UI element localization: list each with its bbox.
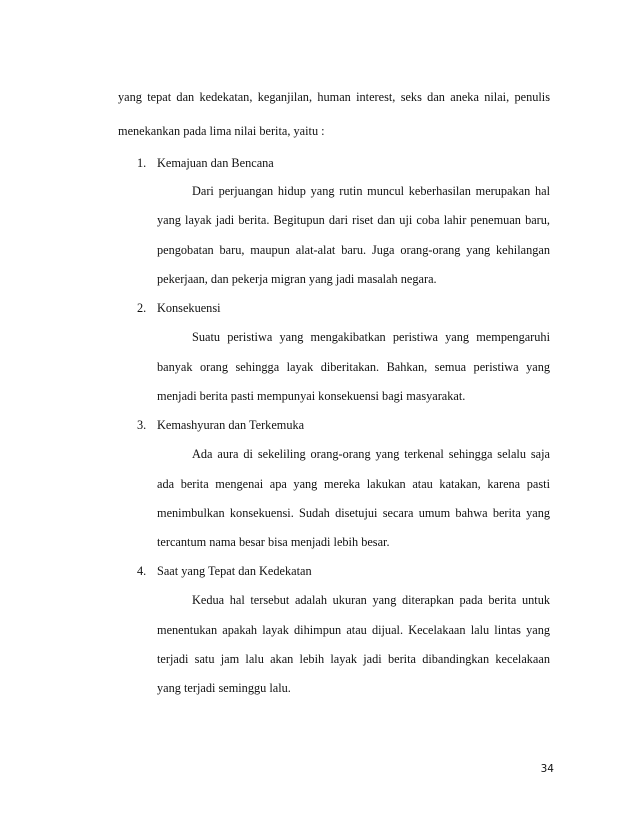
section-3-heading: Kemashyuran dan Terkemuka <box>157 418 305 432</box>
section-3-line-1: Ada aura di sekeliling orang-orang yang terkenal sehingga selalu saja <box>192 447 550 461</box>
section-2-number: 2. <box>137 301 147 315</box>
section-4-line-4: yang terjadi seminggu lalu. <box>157 681 291 695</box>
section-3-line-2: ada berita mengenai apa yang mereka lakukan atau katakan, karena pasti <box>157 477 550 491</box>
section-1-number: 1. <box>137 156 147 170</box>
section-4-line-2: menentukan apakah layak dihimpun atau dijual. Kecelakaan lalu lintas yang <box>157 623 550 637</box>
section-2-line-1: Suatu peristiwa yang mengakibatkan peristiwa yang mempengaruhi <box>192 330 550 344</box>
section-3-line-4: tercantum nama besar bisa menjadi lebih besar. <box>157 535 390 549</box>
section-1-line-3: pengobatan baru, maupun alat-alat baru. Juga orang-orang yang kehilangan <box>157 243 550 257</box>
section-1-line-1: Dari perjuangan hidup yang rutin muncul keberhasilan merupakan hal <box>192 184 550 198</box>
page-number: 34 <box>540 763 554 775</box>
section-2-line-2: banyak orang sehingga layak diberitakan. Bahkan, semua peristiwa yang <box>157 360 550 374</box>
section-1-line-2: yang layak jadi berita. Begitupun dari riset dan uji coba lahir penemuan baru, <box>157 213 550 227</box>
intro-line-2: menekankan pada lima nilai berita, yaitu : <box>118 124 325 138</box>
section-4-number: 4. <box>137 564 147 578</box>
section-4-heading: Saat yang Tepat dan Kedekatan <box>157 564 312 578</box>
intro-line-1: yang tepat dan kedekatan, keganjilan, human interest, seks dan aneka nilai, penulis <box>118 90 550 104</box>
section-2-line-3: menjadi berita pasti mempunyai konsekuensi bagi masyarakat. <box>157 389 466 403</box>
section-1-line-4: pekerjaan, dan pekerja migran yang jadi masalah negara. <box>157 272 437 286</box>
section-3-line-3: menimbulkan konsekuensi. Sudah disetujui secara umum bahwa berita yang <box>157 506 550 520</box>
section-4-line-1: Kedua hal tersebut adalah ukuran yang diterapkan pada berita untuk <box>192 593 550 607</box>
section-3-number: 3. <box>137 418 147 432</box>
section-2-heading: Konsekuensi <box>157 301 221 315</box>
section-4-line-3: terjadi satu jam lalu akan lebih layak jadi berita dibandingkan kecelakaan <box>157 652 550 666</box>
section-1-heading: Kemajuan dan Bencana <box>157 156 274 170</box>
